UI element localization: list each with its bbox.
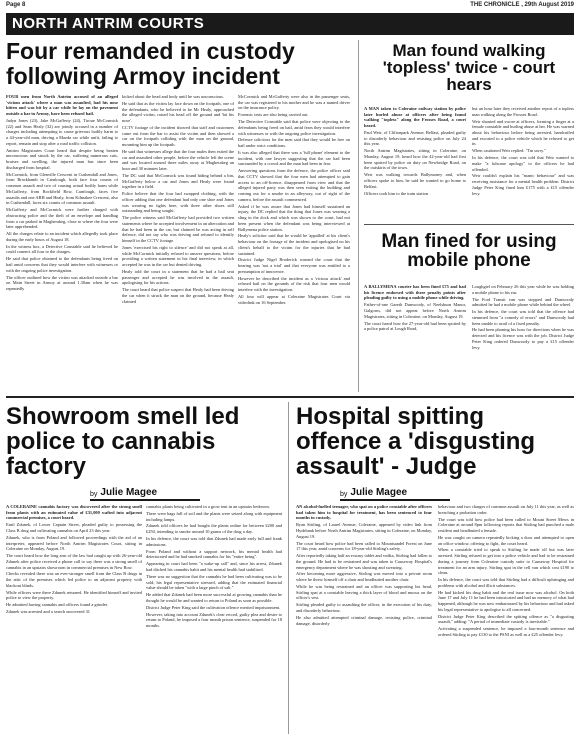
paragraph: In his defence, the court was told that Stirling had a difficult upbringing and problems with alcohol and illicit substances. xyxy=(438,577,574,588)
page-number: Page 8 xyxy=(6,2,26,8)
paragraph: The Detective Constable said that police were objecting to the defendants being freed on bail, amid fears they would interfere with witnesses or with the ongoing police investigation. xyxy=(238,119,350,136)
paragraph: Loughgiel on February 26 this year while he was holding a mobile phone to his ear. xyxy=(472,284,574,295)
paragraph: The court heard how the 27-year-old had been spotted by a police patrol at Lough Road, xyxy=(364,320,466,332)
byline-by: by xyxy=(340,491,348,498)
paragraph: All the charges relate to an incident which allegedly took place during the early hours of August 18. xyxy=(6,231,118,242)
paragraph: Paul Weir, of Cliftonpark Avenue, Belfast, pleaded guilty to disorderly behaviour and resisting police on July 24 this year. xyxy=(364,130,466,147)
story1-headline-line1: Four remanded in custody xyxy=(6,38,295,64)
masthead: THE CHRONICLE , 29th August 2019 xyxy=(470,2,574,8)
paragraph: Forensic tests are also being carried out. xyxy=(238,112,309,118)
paragraph: While officers were there Zdunek returned. He identified himself and invited police to view the property. xyxy=(6,589,142,601)
paragraph: Healy told the court in a statement that he had a bail seat passenger and accepted he was involved in the assault, apologising for his actions. xyxy=(122,268,234,286)
story4-column-1 xyxy=(6,504,142,734)
paragraph: Answering questions from the defence, the police officer said that CCTV showed that the four men had attempted to gain access to an off-licence, disappeared from view and that the alleged injured party was then seen exiting the building and coming out for a smoke in an alleyway, out of sight of the camera, before the assault commenced. xyxy=(238,168,350,202)
story2-headline: Man found walking 'topless' twice - court hears xyxy=(382,41,556,94)
story5-headline-line3: assault' - Judge xyxy=(296,453,477,481)
paragraph: Ryan Stirling, of Laurel Avenue, Coleraine, appeared by video link from Hydebank before North Antrim Magistrates, sitting in Coleraine, on Monday, August 19. xyxy=(296,522,432,539)
story3-column-2 xyxy=(472,284,574,388)
paragraph: The officer outlined how the victim was attacked outside a bar on Main Street in Armoy at around 1.30am when he was repeatedly xyxy=(6,274,118,291)
paragraph: He also admitted attempted criminal damage, resisting police, criminal damage, disorderly xyxy=(296,614,432,626)
paragraph: AN alcohol-fuelled teenager, who spat on a police constable after officers had taken him to hospital for treatment, has been sentenced to four months in custody. xyxy=(296,504,432,521)
paragraph: All four will appear at Coleraine Magistrates Court via videolink on 16 September. xyxy=(238,294,350,305)
story5-headline xyxy=(296,404,574,480)
section-banner xyxy=(6,13,574,35)
paragraph: Defence solicitors for the men said that they would be free on bail under strict conditions. xyxy=(238,137,350,149)
paragraph: Asked if he was aware that Jones had himself sustained an injury, the DC replied that the thing that Jones was wearing a sling in the dock and which was shown to the court, had not been present when the defendant was being interviewed at Ballymena police station. xyxy=(238,203,350,232)
paragraph: FOUR men from North Antrim accused of an alleged 'vicious attack' where a man was assaulted, had his nose bitten and was hit by a car while he lay on the pavement outside a bar in Armoy, have been refused bail. xyxy=(6,94,118,117)
paragraph: In his defence, the court was told that the offence had stemmed from "a comedy of errors" and Dunwoody had been unable to avail of a fixed penalty. xyxy=(472,309,574,326)
story5-column-1 xyxy=(296,504,432,734)
paragraph: kicked about the head and body until he was unconscious. xyxy=(122,94,224,99)
paragraph: He had been phoning his boss for directions when he was detected and his licence was with the job. District Judge Peter King ordered Dunwoody to pay a £15 offender levy. xyxy=(472,327,574,350)
horizontal-divider xyxy=(6,396,574,398)
paragraph: District Judge Peter King described the spitting offence as "a disgusting assault," adding: "A period of immediate custody is inevitable." xyxy=(438,613,574,625)
byline-by: by xyxy=(90,491,98,498)
story4-byline xyxy=(90,484,200,498)
paragraph: He said that police obtained to the defendants being freed on bail amid concerns that they would interfere with witnesses or with the ongoing police investigation. xyxy=(6,256,118,273)
paragraph: Weir was walking towards Ballymoney and, when officers spoke to him, he said he wanted to go home to Belfast. xyxy=(364,172,466,189)
page-header xyxy=(6,2,574,12)
paragraph: McCormick, from Glenville Crescent in Cushendall and Jones, from Brackhamb in Carnlough, both face four counts of common assault and two of causing actual bodily harm while McGafferty, from Rockfield Row, Carnlough, faces five assaults and one ABH and Healy, from Kilmakee Crescent, also in Cushendall, faces six counts of common assault. xyxy=(6,171,118,206)
story3-headline: Man fined for using mobile phone xyxy=(381,231,557,271)
column-divider xyxy=(358,40,359,392)
paragraph: The court was told how police had been called to Mount Street Mews in Coleraine at around 8pm following reports that Stirling had punched a male resident and headbutted a female. xyxy=(438,516,574,533)
paragraph: District Judge Peter King said the cultivation offence merited imprisonment. xyxy=(146,604,281,610)
paragraph: He added that Zdunek had been more successful at growing cannabis than he thought he would be and wanted to return to Poland as soon as possible. xyxy=(146,592,282,603)
section-title: NORTH ANTRIM COURTS xyxy=(12,15,205,32)
paragraph: He was caught on camera repeatedly kicking a door and attempted to open an office window, offering to fight, the court heard. xyxy=(438,534,574,546)
story5-headline-line2: offence a 'disgusting xyxy=(296,428,536,456)
paragraph: Police believe that the four had swapped clothing, with the officer adding that one defendant had only one shoe and Jones was wearing no tights here, with three other shoes still outstanding and being sought. xyxy=(122,191,234,214)
story1-column-1 xyxy=(6,94,118,394)
story-divider xyxy=(364,224,574,225)
paragraph: When a constable tried to speak to Stirling he made off but was later arrested. Stirling refused to get into a police vehicle and had to be restrained during a journey from Coleraine custody suite to Causeway Hospital for treatment for an arm injury. Stirling spat in the cell van which cost £190 to clean. xyxy=(438,547,574,576)
paragraph: The court heard how the long arm of the law had caught up with 26-year-old Zdunek after police received a phone call to say there was a strong smell of cannabis in an upstairs showroom in commercial premises in New Row. xyxy=(6,553,142,570)
paragraph: There was no suggestion that the cannabis he had been cultivating was to be sold, his legal representative stressed, adding that the estimated financial value should be taken "with a large pinch of salt." xyxy=(146,573,282,591)
byline-name: Julie Magee xyxy=(350,487,408,498)
paragraph: After reportedly taking half an ecstasy tablet and vodka, Stirling had fallen to the ground. He had to be restrained and was taken to Causeway Hospital's emergency department where he was shouting and swearing. xyxy=(296,553,432,570)
paragraph: Zdunek, who is from Poland and followed proceedings with the aid of an interpreter, appeared before North Antrim Magistrates Court, sitting in Coleraine on Monday, August 19. xyxy=(6,534,142,552)
story5-column-2 xyxy=(438,504,574,734)
paragraph: It was also alleged that there was a 'full phone' element to the incident, with one lawyer suggesting that the car had been surrounded by a crowd and the man had been in fear. xyxy=(238,150,350,167)
paragraph: However, taking into account Zdunek's clear record, guilty plea and desire to return to Poland, he imposed a four month prison sentence, suspended for 18 months. xyxy=(146,611,282,629)
paragraph: In his defence, the court was told that Weir wanted to make "a fulsome apology" to the officers he had offended. xyxy=(472,155,574,172)
paragraph: The court heard how police had been called to Mountsandel Forest on June 17 this year, amid concerns for 18-year-old Stirling's safety. xyxy=(296,540,432,552)
paragraph: Officers took him to the train station xyxy=(364,190,429,196)
story2-column-2 xyxy=(472,106,574,216)
paragraph: After becoming more aggressive, Stirling was moved into a private room where he threw himself off a chair and headbutted another chair. xyxy=(296,571,432,583)
paragraph: Zdunek was arrested and a search uncovered 31 xyxy=(6,609,90,615)
story2-column-1 xyxy=(364,106,466,216)
paragraph: McCormick and McGafferty were also in the passenger seats, the car was registered to his mother and he was a named driver on the insurance policy. xyxy=(238,94,350,111)
paragraph: Weir shouted and swore at officers, forming a finger at a female constable and hurling abuse at her. He was warned about his behaviour before being arrested, handcuffed and escorted to a police vehicle which he refused to get in. xyxy=(472,118,574,147)
story3-column-1 xyxy=(364,284,466,388)
paragraph: Jadyn Jones (23), Jake McGafferty (24), Tiroue McCormick (22) and Sean Healy (32) are jointly accused in a number of charges including attempting to cause grievous bodily harm to a 44-year-old man, driving a Mazda car while unfit, failing to report, remain and stop after a road traffic collision. xyxy=(6,118,118,146)
paragraph: A COLERAINE cannabis factory was discovered after the strong smell from plants with an estimated value of £31,000 wafted into adjacent commercial premises, a court heard. xyxy=(6,504,142,521)
paragraph: From Poland and without a support network, his mental health had deteriorated and he had smoked cannabis for his "entire being". xyxy=(146,548,282,560)
column-divider-lower xyxy=(288,402,289,734)
paragraph: Emil Zdunek, of Lower Captain Street, pleaded guilty to possessing the Class B drug and cultivating cannabis on April 23 this year. xyxy=(6,522,142,533)
paragraph: The DC said that McCormick was found hiding behind a bin, McGafferty below a car and Jones and Healy were found together in a field. xyxy=(122,172,234,190)
story4-headline: Showroom smell led police to cannabis factory xyxy=(6,403,240,481)
paragraph: The court heard that police suspect that Healy had been driving the car when it struck the man on the ground, because Healy claimed xyxy=(122,287,234,304)
story1-headline-line2: following Armoy incident xyxy=(6,63,280,89)
paragraph: McGafferty and McCormick were further charged with obstructing police and the theft of an envelope and handbag from a car parked in Magherabeg, close to where the four were later apprehended. xyxy=(6,207,118,230)
paragraph: Father-of-one Gareth Dunwoody, of Neelsburn Manor, Galgorm, did not appear before North Antrim Magistrates, sitting in Coleraine, on Monday, August 19. xyxy=(364,302,466,319)
paragraph: Healy's solicitor said that he would be 'appalled' at his client's behaviour on the footage of the incident and apologised on his client's behalf to the victim for the injuries that he had sustained. xyxy=(238,233,350,256)
byline-name: Julie Magee xyxy=(100,487,158,498)
paragraph: In the witness box, a Detective Constable said he believed he could connect all four to the charges. xyxy=(6,243,118,255)
paragraph: Weir couldn't explain his "manic behaviour" and was receiving assistance for a mental health problem. District Judge Peter King fined him £175 with a £15 offender levy. xyxy=(472,173,574,196)
story5-byline xyxy=(340,484,450,498)
paragraph: A MAN taken to Coleraine railway station by police later hurled abuse at officers after being found walking "topless" along the Frosses Road, a court heard. xyxy=(364,106,466,129)
story1-column-3 xyxy=(238,94,350,394)
paragraph: but an hour later they received another report of a topless man walking along the Frosses Road. xyxy=(472,106,574,117)
paragraph: In his defence, the court was told that Zdunek had made early full and frank admissions. xyxy=(146,536,282,547)
paragraph: While he was being restrained and an officer was supporting his head, Stirling spat at a constable leaving a thick layer of blood and mucus on the officer's vest. xyxy=(296,584,432,601)
story4-column-2 xyxy=(146,504,282,734)
paragraph: Jones 'exercised his right to silence' and did not speak at all, while McCormick initially refused to answer questions, before providing a written statement in his final interview, in which accepted he was in the car but denied driving. xyxy=(122,244,234,267)
story5-headline-line1: Hospital spitting xyxy=(296,403,484,430)
paragraph: District Judge Nigel Broderick warned the court that the hearing was 'not a trial' and that everyone was entitled to a presumption of innocence. xyxy=(238,257,350,274)
paragraph: CCTV footage of the incident showed that staff and customers came out from the bar to assist the victim and then showed a car on the footpath colliding with the man on the ground, mounting him up the footpath. xyxy=(122,124,234,147)
paragraph: He admitted having cannabis and officers found a grinder. xyxy=(6,602,108,608)
paragraph: There were bags full of soil and the plants were seized along with equipment including lamps. xyxy=(146,510,282,522)
paragraph: The police witness said McGafferty had provided two written statements where he accepted involvement in an altercation and that he had been in the car, but claimed he was acting in self defence, did not say who was driving and refused to identify himself in the CCTV footage. xyxy=(122,215,234,243)
paragraph: The Ford Transit van was stopped and Dunwoody admitted he had a mobile phone while behind the wheel. xyxy=(472,296,574,308)
paragraph: Zdunek told officers he had bought the plants online for between £200 and £250, intending to smoke around 10 grams of the drug a day. xyxy=(146,523,282,535)
paragraph: behaviour and two charges of common assault on July 11 this year, as well as breaching a probation order. xyxy=(438,504,574,515)
paragraph: North Antrim Magistrates, sitting in Coleraine, on Monday, August 19, heard how the 42-year-old had first been spotted by police on duty on Newbridge Road, on the outskirts of the town. xyxy=(364,148,466,171)
paragraph: Appearing in court had been "a wake-up call" and, since his arrest, Zdunek had ditched his cannabis habit and his mental health had stabilised. xyxy=(146,561,282,572)
paragraph: However he described the incident as a 'vicious attack' and refused bail on the grounds of the risk that four men would interfere with the investigation. xyxy=(238,275,350,293)
paragraph: He said that as the victim lay face down on the footpath, one of the defendants, who he believed to be Mr Healy, approached the alleged victim, raised his head off the ground and 'bit his nose'. xyxy=(122,100,234,123)
paragraph: A BALLYMENA courier has been fined £75 and had his licence endorsed with three penalty points after pleading guilty to using a mobile phone while driving. xyxy=(364,284,466,301)
story1-column-2 xyxy=(122,94,234,394)
paragraph: Activating a suspended sentence, he imposed a four-month sentence and ordered Stirling to pay £130 to the PSNI as well as a £25 offender levy. xyxy=(438,626,574,638)
paragraph: He said that witnesses allege that the four males then exited the car and assaulted other people, before the vehicle left the scene and was located around three miles away at Magherabeg an hour and 30 minutes later. xyxy=(122,148,234,171)
paragraph: Checks revealed there was an ever-stronger smell from the Class B drugs in the attic of the premises which led police to an adjacent property with blackout blinds. xyxy=(6,571,142,588)
paragraph: When cautioned Weir replied: "I'm sorry." xyxy=(472,148,546,154)
paragraph: He had kicked his drug habit and the real issue now was alcohol. On both June 17 and July 11 he had been intoxicated and had no memory of what had happened, although he was now embarrassed by his behaviour and had asked his legal representative to apologise to all concerned. xyxy=(438,589,574,612)
paragraph: Antrim Magistrates Court heard that despite being beaten unconscious and struck by the car, suffering numerous cuts, bruises and swelling, the injured man has since been discharged from hospital. xyxy=(6,147,118,170)
paragraph: cannabis plants being cultivated in a grow tent in an upstairs bedroom. xyxy=(146,504,270,509)
paragraph: Stirling pleaded guilty to assaulting the officer, in the execution of his duty, and disorderly behaviour. xyxy=(296,602,432,614)
story1-headline xyxy=(6,40,366,88)
